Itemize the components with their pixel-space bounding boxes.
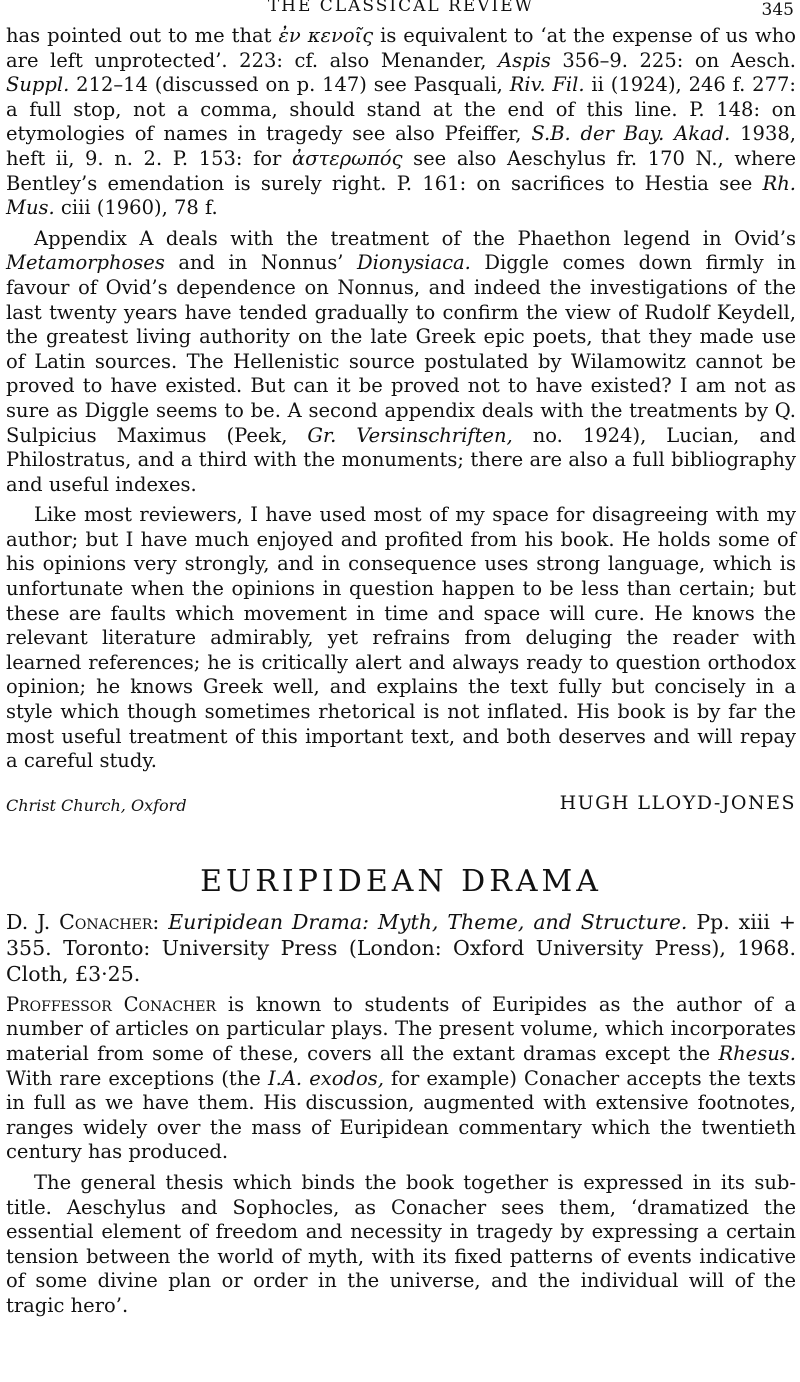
review-paragraph-1: has pointed out to me that ἐν κενοῖς is equivalent to ‘at the expense of us who are left unprotected’. 223: cf. also Menander, Aspis 356–9. 225: on Aesch. Suppl. 212–14 (discussed on p. 147) see Pasquali, Riv. Fil. ii (1924), 246 f. 277: a full stop, not a comma, should stand at the end of this line. P. 148: on etymologies of names in tragedy see also Pfeiffer, S.B. der Bay. Akad. 1938, heft ii, 9. n. 2. P. 153: for ἀστερωπός see also Aeschylus fr. 170 N., where Bentley’s emendation is surely right. P. 161: on sacrifices to Hestia see Rh. Mus. ciii (1960), 78 f.	[6, 24, 797, 220]
journal-page	[6, 0, 796, 1319]
review-paragraph-2: Appendix A deals with the treatment of the Phaethon legend in Ovid’s Metamorphoses and in Nonnus’ Dionysiaca. Diggle comes down firmly in favour of Ovid’s dependence on Nonnus, and indeed the investigations of the last twenty years have tended gradually to confirm the view of Rudolf Keydell, the greatest living authority on the late Greek epic poets, that they made use of Latin sources. The Hellenistic source postulated by Wilamowitz cannot be proved to have existed. But can it be proved not to have existed? I am not as sure as Diggle seems to be. A second appendix deals with the treatments by Q. Sulpicius Maximus (Peek, Gr. Versinschriften, no. 1924), Lucian, and Philostratus, and a third with the monuments; there are also a full bibliography and useful indexes.	[6, 226, 796, 496]
review-paragraph-3: Like most reviewers, I have used most of my space for disagreeing with my author; but I have much enjoyed and profited from his book. He holds some of his opinions very strongly, and in consequence uses strong language, which is unfortunate when the opinions in question happen to be less than certain; but these are faults which movement in time and space will cure. He knows the relevant literature admirably, yet refrains from deluging the reader with learned references; he is critically alert and always ready to question orthodox opinion; he knows Greek well, and explains the text fully but concisely in a style which though sometimes rhetorical is not inflated. His book is by far the most useful treatment of this important text, and both deserves and will repay a careful study.	[6, 503, 796, 773]
running-header	[6, 0, 796, 24]
review-signoff	[6, 790, 796, 824]
page-number: 345	[761, 0, 794, 20]
bibliographic-heading: D. J. Conacher: Euripidean Drama: Myth, Theme, and Structure. Pp. xiii + 355. Toronto: University Press (London: Oxford University Press), 1968. Cloth, £3·25.	[6, 909, 796, 986]
review2-paragraph-1: Proffessor Conacher is known to students of Euripides as the author of a number of articles on particular plays. The present volume, which incorporates material from some of these, covers all the extant dramas except the Rhesus. With rare exceptions (the I.A. exodos, for example) Conacher accepts the texts in full as we have them. His discussion, augmented with extensive footnotes, ranges widely over the mass of Euripidean commentary which the twentieth century has produced.	[6, 992, 796, 1164]
journal-title: THE CLASSICAL REVIEW	[267, 0, 535, 16]
reviewer-affiliation: Christ Church, Oxford	[6, 795, 187, 815]
review2-paragraph-2: The general thesis which binds the book together is expressed in its sub-title. Aeschylus and Sophocles, as Conacher sees them, ‘dramatized the essential element of freedom and necessity in tragedy by expressing a certain tension between the world of myth, with its fixed patterns of events indicative of some divine plan or order in the universe, and the individual will of the tragic hero’.	[6, 1170, 796, 1317]
reviewer-name: HUGH LLOYD-JONES	[559, 791, 796, 814]
section-title: EURIPIDEAN DRAMA	[200, 863, 602, 899]
